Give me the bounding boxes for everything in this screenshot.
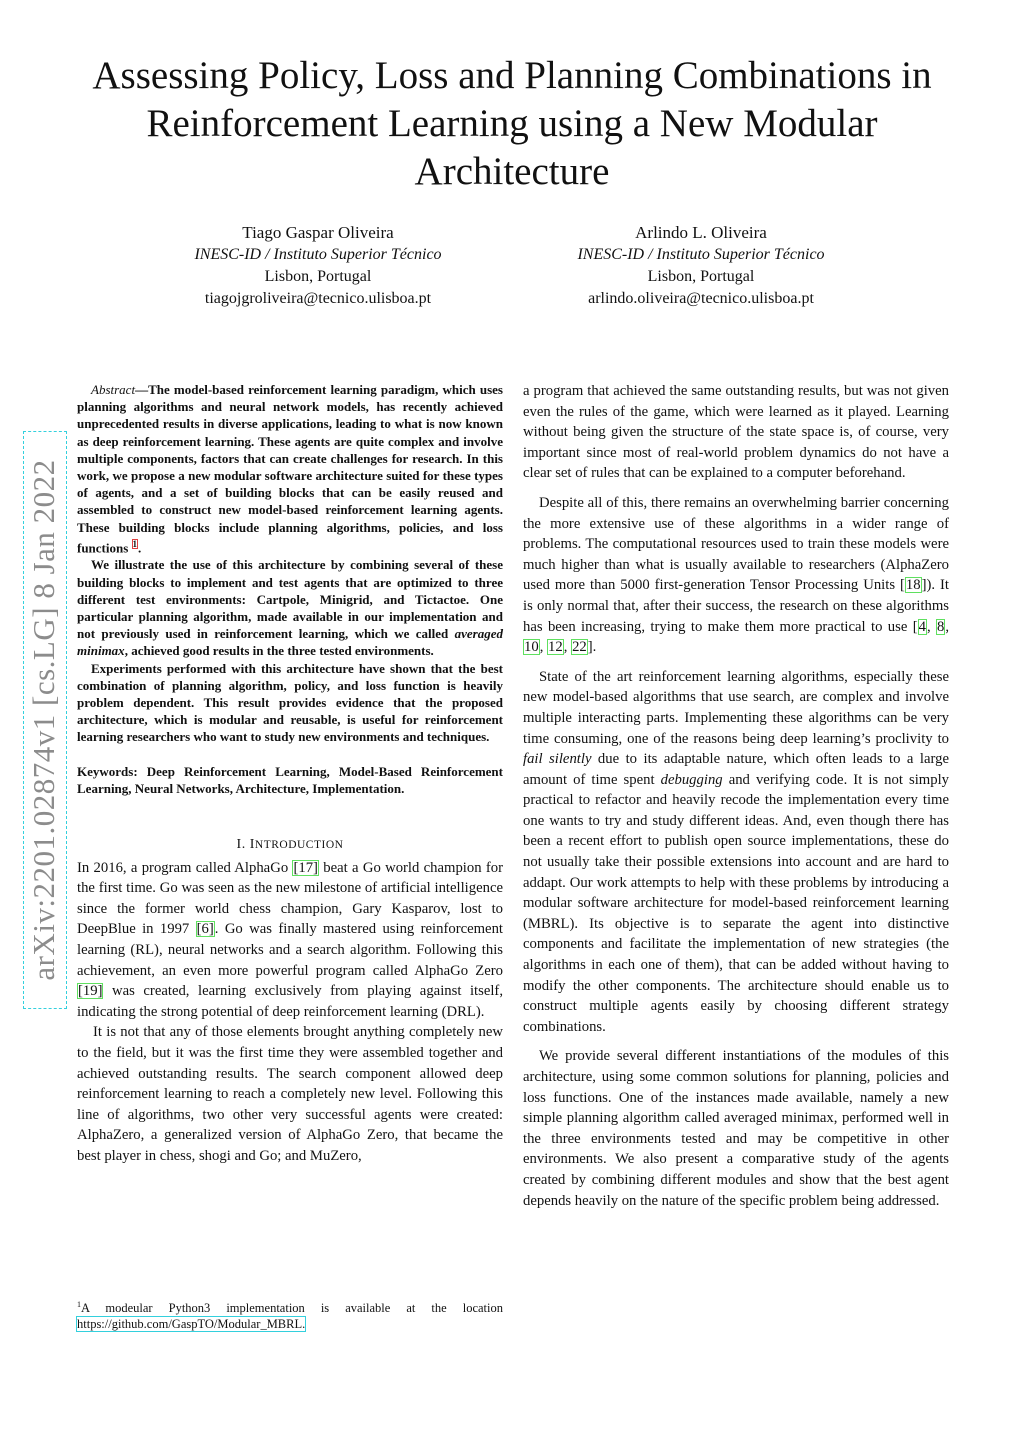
abstract-text: , achieved good results in the three tested environments.	[124, 643, 434, 659]
citation-link[interactable]: 22	[572, 639, 587, 656]
paragraph: Despite all of this, there remains an overwhelming barrier concerning the more extensive use of these algorithms in a wider range of problems. The computational resources used to train these models were much higher than what is usually available to researchers (AlphaZero used more than 5000 first-generation Tensor Processing Units [18]). It is only normal that, after their success, the research on these algorithms has been increasing, trying to make them more practical to use [4, 8, 10, 12, 22].	[523, 494, 950, 656]
text: due to its adaptable nature, which often leads to a large amount of time spent	[523, 751, 949, 788]
emphasis: fail silently	[523, 751, 592, 768]
section-heading	[77, 835, 503, 856]
author-affiliation: INESC-ID / Instituto Superior Técnico	[577, 246, 825, 263]
right-column	[523, 381, 949, 1220]
author-email: tiagojgroliveira@tecnico.ulisboa.pt	[204, 290, 432, 307]
footnote-number: 1	[77, 1300, 81, 1309]
author-name: Tiago Gaspar Oliveira	[242, 223, 394, 242]
paragraph	[523, 667, 949, 1038]
text: . Go was finally mastered using reinforcement learning (RL), neural networks and a search algorithm. Following this achievement, an even more powerful program called AlphaGo Zero	[77, 921, 503, 979]
abstract-lead: Abstract	[91, 382, 136, 397]
footnote-marker-link[interactable]: 1	[132, 538, 138, 549]
author-email: arlindo.oliveira@tecnico.ulisboa.pt	[588, 290, 814, 307]
repository-url-link[interactable]: https://github.com/GaspTO/Modular_MBRL.	[77, 1317, 306, 1332]
text: ].	[587, 639, 597, 656]
paragraph: We provide several different instantiations of the modules of this architecture, using some common solutions for planning, policies and loss functions. One of the instances made available, namely a new simple planning algorithm called averaged minimax, performed well in the three environments tested and may be competitive in other environments. We also present a comparative study of the agents created by combining different modules and show that the best agent depends heavily on the nature of the specific problem being addressed.	[523, 1048, 949, 1209]
paragraph: It is not that any of those elements brought anything completely new to the field, but it was the first time they were assembled together and achieved outstanding results. The search component allowed deep reinforcement learning to reach a completely new level. Following this line of algorithms, two other very successful agents were created: AlphaZero, a generalized version of AlphaGo Zero, that became the best player in chess, shogi and Go; and MuZero,	[77, 1024, 503, 1164]
section-number: I.	[236, 837, 250, 852]
text: was created, learning exclusively from playing against itself, indicating the strong potential of deep reinforcement learning (DRL).	[77, 983, 503, 1020]
author-affiliation: INESC-ID / Instituto Superior Técnico	[194, 246, 442, 263]
citation-link[interactable]: 12	[548, 639, 563, 656]
abstract-paragraph: Experiments performed with this architecture have shown that the best combination of planning algorithm, policy, and loss function is heavily problem dependent. This result provides evidence that the proposed architecture, which is modular and reusable, is useful for reinforcement learning researchers who want to study new environments and techniques.	[77, 660, 503, 745]
footnote	[77, 1297, 503, 1332]
text: beat a Go world champion for the first time. Go was seen as the new milestone of artificial intelligence since the former world chess champion, Gary Kasparov, lost to DeepBlue in 1997	[77, 859, 503, 938]
section-title-initial: I	[249, 837, 255, 852]
intro-body	[77, 858, 503, 1167]
citation-link[interactable]: [17]	[293, 859, 318, 876]
keywords: Keywords: Deep Reinforcement Learning, Model-Based Reinforcement Learning, Neural Networks, Architecture, Implementation.	[77, 763, 503, 796]
paragraph: a program that achieved the same outstanding results, but was not given even the rules of the game, which were learned as it played. Learning without being given the structure of the state space is, of course, very important since most of real-world problem dynamics do not have a clear set of rules that can be explained to a computer beforehand.	[523, 383, 949, 482]
citation-link[interactable]: 10	[524, 639, 539, 656]
abstract-paragraph	[77, 381, 503, 556]
citation-link[interactable]: 8	[937, 618, 945, 635]
right-body	[523, 381, 949, 1211]
left-column	[77, 381, 503, 1167]
author-name: Arlindo L. Oliveira	[635, 223, 767, 242]
citation-link[interactable]: 4	[918, 618, 926, 635]
emphasis: debugging	[660, 771, 723, 788]
text: ]). It is only normal that, after their success, the research on these algorithms has been increasing, trying to make them more practical to use [	[523, 577, 949, 635]
abstract-emphasis: averaged minimax	[77, 626, 503, 659]
author-location: Lisbon, Portugal	[647, 268, 755, 285]
arxiv-identifier-link[interactable]: arXiv:2201.02874v1 [cs.LG] 8 Jan 2022	[22, 430, 68, 1010]
abstract	[77, 381, 503, 746]
author-location: Lisbon, Portugal	[264, 268, 372, 285]
footnote-text: A modeular Python3 implementation is available at the location	[81, 1301, 503, 1316]
citation-link[interactable]: [6]	[196, 921, 214, 938]
text: State of the art reinforcement learning algorithms, especially these new model-based algorithms that use search, are complex and involve multiple interacting parts. Implementing these algorithms can be very time consuming, one of the reasons being deep learning’s proclivity to	[523, 668, 949, 747]
text: In 2016, a program called AlphaGo	[77, 859, 293, 876]
text: Despite all of this, there remains an overwhelming barrier concerning the more extensive use of these algorithms in a wider range of problems. The computational resources used to train these models were much higher than what is usually available to researchers (AlphaZero used more than 5000 first-generation Tensor Processing Units [	[523, 494, 949, 594]
abstract-text: We illustrate the use of this architecture by combining several of these building blocks to implement and test agents that are optimized to three different test environments: Cartpole, Minigrid, and Tictactoe. One particular planning algorithm, made available in our implementation and not previously used in reinforcement learning, which we called	[77, 557, 503, 642]
text: and verifying code. It is not simply practical to refactor and heavily recode the implementation every time one wants to try and study different ideas. And, even though there has been a recent effort to publish open source implementations, these do not usually take their possible extensions into account and are hard to addapt. Our work attempts to help with these problems by introducing a modular software architecture for model-based reinforcement learning (MBRL). Its objective is to separate the agent into distinctive components and facilitate the implementation of new strategies (the algorithms in each one of them), that can be added without having to modify the other components. The architecture should enable us to construct multiple agents easily by choosing different strategy combinations.	[523, 771, 949, 1035]
author-block-1	[153, 222, 483, 310]
paper-title: Assessing Policy, Loss and Planning Combinations in Reinforcement Learning using a New Modular Architecture	[92, 54, 932, 193]
citation-link[interactable]: 18	[905, 577, 921, 594]
paragraph	[77, 858, 503, 1023]
abstract-paragraph	[77, 556, 503, 659]
abstract-text-end: .	[138, 540, 142, 556]
citation-link[interactable]: [19]	[78, 983, 103, 1000]
abstract-text: —The model-based reinforcement learning paradigm, which uses planning algorithms and neural network models, has recently achieved unprecedented results in diverse applications, leading to what is now known as deep reinforcement learning. These agents are quite complex and involve multiple components, factors that can create challenges for research. In this work, we propose a new modular software architecture suited for these types of agents, and a set of building blocks that can be easily reused and assembled to construct new model-based reinforcement learning agents. These building blocks include planning algorithms, policies, and loss functions	[77, 382, 503, 556]
section-title-rest: NTRODUCTION	[254, 839, 344, 851]
author-block-2	[536, 222, 866, 310]
